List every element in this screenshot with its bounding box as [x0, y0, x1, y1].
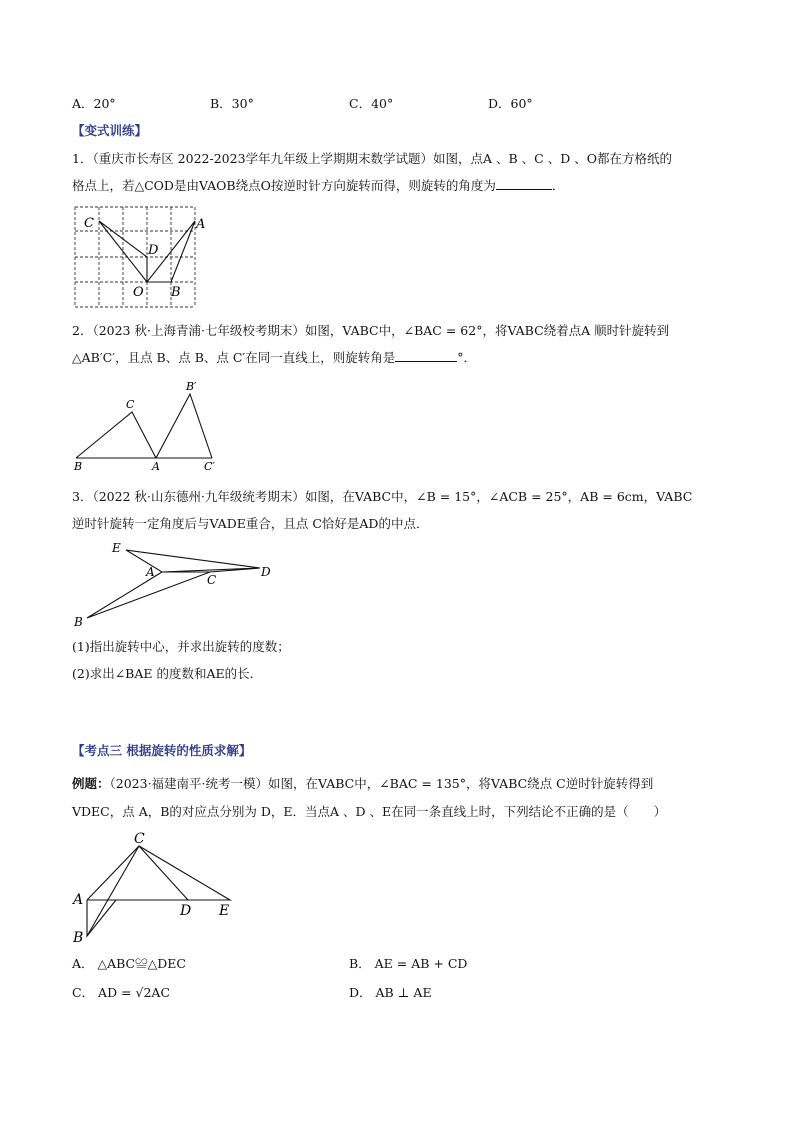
example-label-c: C: [134, 831, 145, 847]
q3-subquestion-2: (2)求出∠BAE 的度数和AE的长．: [72, 666, 263, 681]
example-label-a: A: [73, 892, 84, 908]
q1-label-c: C: [84, 216, 94, 231]
q2-label-c: C: [126, 398, 135, 411]
example-figure: [70, 828, 245, 946]
q2-label-b: B: [74, 460, 83, 473]
q3-figure: [70, 538, 280, 630]
q3-text-line1: 3．（2022 秋·山东德州·九年级统考期末）如图，在VABC中，∠B = 15°，∠ACB = 25°，AB = 6cm，VABC: [72, 489, 693, 504]
example-label-e: E: [219, 903, 230, 919]
q1-label-a: A: [196, 217, 206, 232]
q3-label-e: E: [112, 541, 121, 555]
prev-option-b: B．30°: [210, 96, 254, 111]
q2-figure: [70, 378, 230, 473]
example-text-line1-body: （2023·福建南平·统考一模）如图，在VABC中，∠BAC = 135°，将VABC绕点 C逆时针旋转得到: [109, 776, 654, 791]
q1-label-b: B: [171, 285, 181, 300]
q1-answer-blank: [496, 177, 552, 190]
q3-subquestion-1: (1)指出旋转中心，并求出旋转的度数；: [72, 639, 290, 654]
q2-label-a: A: [152, 460, 160, 473]
prev-option-a: A．20°: [72, 96, 116, 111]
q3-label-c: C: [207, 573, 217, 587]
q1-grid-figure: [72, 204, 206, 308]
prev-option-d: D．60°: [488, 96, 533, 111]
q2-text-line2a: △AB′C′，且点 B、点 B、点 C′在同一直线上，则旋转角是: [72, 350, 396, 365]
q3-text-line2: 逆时针旋转一定角度后与VADE重合，且点 C恰好是AD的中点．: [72, 516, 429, 531]
q1-label-o: O: [133, 285, 144, 300]
q2-text-line1: 2．（2023 秋·上海青浦·七年级校考期末）如图，VABC中，∠BAC = 62°，将VABC绕着点A 顺时针旋转到: [72, 323, 670, 338]
q3-label-b: B: [74, 615, 83, 629]
example-label-d: D: [180, 903, 192, 919]
example-option-a: A． △ABC≌△DEC: [72, 956, 186, 971]
example-option-d: D． AB ⊥ AE: [349, 985, 432, 1000]
example-option-c: C． AD = √2AC: [72, 985, 171, 1000]
example-text-line2: VDEC，点 A，B的对应点分别为 D，E．当点A 、D 、E在同一条直线上时，下列结论不正确的是（ ）: [72, 804, 667, 819]
section-heading-variant: 【变式训练】: [72, 123, 148, 138]
example-label-b: B: [73, 930, 84, 946]
q3-label-d: D: [261, 565, 271, 579]
q1-text-line2a: 格点上，若△COD是由VAOB绕点O按逆时针方向旋转而得，则旋转的角度为: [72, 178, 496, 193]
q2-answer-blank: [395, 349, 457, 362]
section-heading-3: 【考点三 根据旋转的性质求解】: [72, 743, 252, 758]
q2-text-line2b: °．: [457, 350, 477, 365]
prev-option-c: C．40°: [349, 96, 394, 111]
q2-label-c-prime: C′: [204, 460, 215, 473]
example-text-line1: [72, 775, 653, 793]
example-label: 例题：: [72, 776, 110, 791]
q2-text-line2: [72, 349, 476, 367]
example-option-b: B． AE = AB + CD: [349, 956, 468, 971]
q2-label-b-prime: B′: [186, 380, 197, 393]
q1-label-d: D: [148, 243, 159, 258]
q1-text-line2: [72, 177, 564, 195]
q3-label-a: A: [146, 565, 155, 579]
q1-text-line1: 1．（重庆市长寿区 2022-2023学年九年级上学期期末数学试题）如图，点A 、B 、C 、D 、O都在方格纸的: [72, 151, 672, 166]
q1-text-line2b: ．: [551, 178, 565, 193]
